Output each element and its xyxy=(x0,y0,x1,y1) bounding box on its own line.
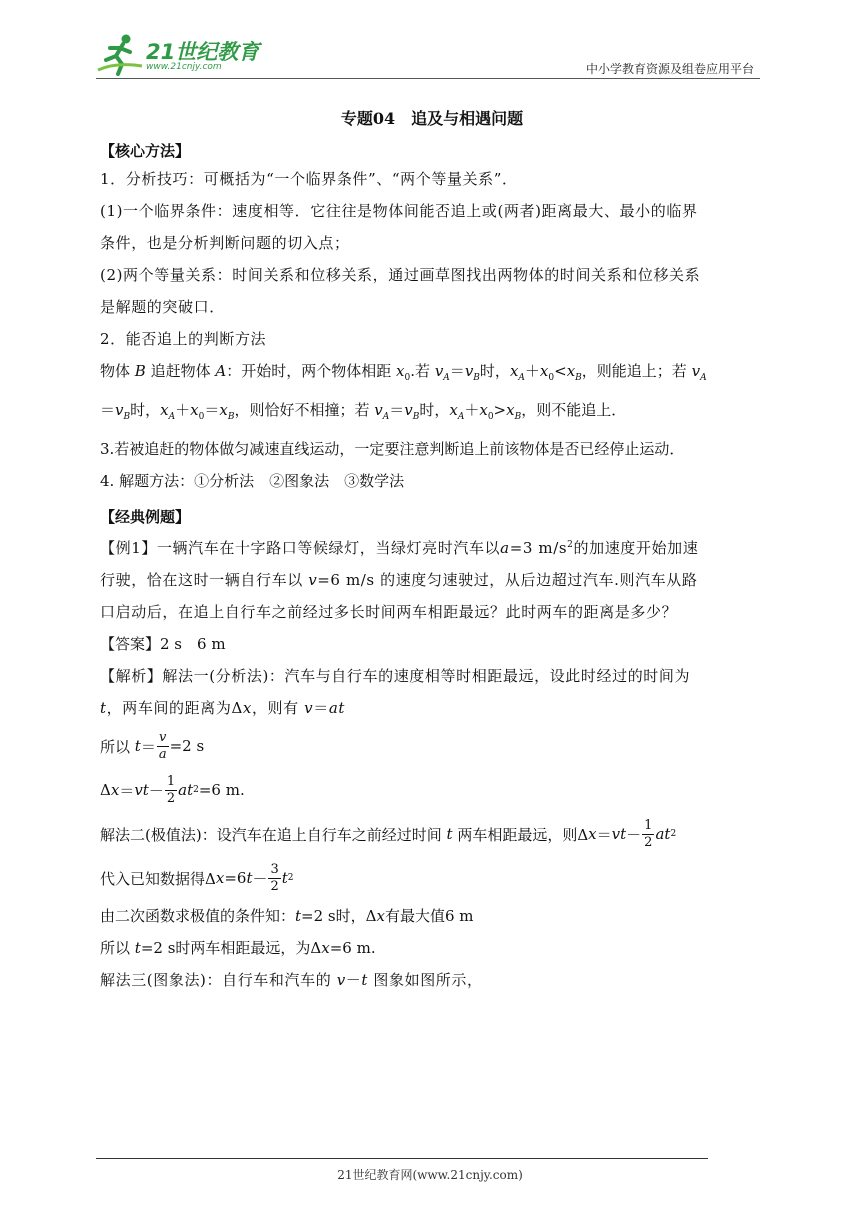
logo-text: 21世纪教育 xyxy=(146,40,260,64)
title-number: 专题04 xyxy=(340,109,396,128)
solution-line-8: 所以 t=2 s时两车相距最远，为Δx=6 m. xyxy=(100,939,376,957)
core-line-1: 1．分析技巧：可概括为“一个临界条件”、“两个等量关系”． xyxy=(100,170,518,188)
page-title xyxy=(100,106,764,129)
core-line-9: 3.若被追赶的物体做匀减速直线运动，一定要注意判断追上前该物体是否已经停止运动． xyxy=(100,440,685,458)
solution-line-4: Δ x ＝ vt － $\frac{1}{2}$ at 2 =6 m. xyxy=(100,773,245,806)
logo-url: www.21cnjy.com xyxy=(146,62,222,72)
solution-line-2: t，两车间的距离为Δx，则有 v＝at xyxy=(100,699,345,717)
solution-line-5: 解法二(极值法)：设汽车在追上自行车之前经过时间 t 两车相距最远，则Δ x ＝ vt － $\frac{1}{2}$ at 2 xyxy=(100,817,677,850)
footer-divider xyxy=(96,1158,708,1159)
page-header xyxy=(96,30,760,80)
core-line-6: 2．能否追上的判断方法 xyxy=(100,330,267,348)
core-line-8: $=v_B$时，$x_A+x_0=x_B$，则恰好不相撞；若 $v_A=v_B$时，$x_A+x_0>x_B$，则不能追上． xyxy=(100,401,627,422)
solution-line-6: 代入已知数据得Δ x =6 t － $\frac{3}{2}$ t 2 xyxy=(100,861,294,894)
core-line-5: 是解题的突破口． xyxy=(100,298,225,316)
example-line-1: 【例1】一辆汽车在十字路口等候绿灯，当绿灯亮时汽车以a=3 $m/s^2$的加速度开始加速 xyxy=(100,539,699,557)
logo xyxy=(96,30,266,78)
platform-name: 中小学教育资源及组卷应用平台 xyxy=(585,62,754,76)
core-line-3: 条件，也是分析判断问题的切入点； xyxy=(100,234,350,252)
example-heading: 【经典例题】 xyxy=(100,508,191,526)
core-heading: 【核心方法】 xyxy=(100,142,191,160)
core-line-2: (1)一个临界条件：速度相等．它往往是物体间能否追上或(两者)距离最大、最小的临界 xyxy=(100,202,698,220)
page-footer: 21世纪教育网(www.21cnjy.com) xyxy=(337,1168,523,1182)
answer-line: 【答案】2 s 6 m xyxy=(100,635,226,653)
core-line-7: 物体 B 追赶物体 A：开始时，两个物体相距 $x_0$.若 $v_A=v_B$时，$x_A+x_0<x_B$，则能追上；若 $v_A$ xyxy=(100,362,707,383)
header-divider xyxy=(96,78,760,79)
example-line-2: 行驶，恰在这时一辆自行车以 v=6 m/s 的速度匀速驶过，从后边超过汽车.则汽车从路 xyxy=(100,571,698,589)
solution-line-9: 解法三(图象法)：自行车和汽车的 v－t 图象如图所示， xyxy=(100,971,483,989)
title-text: 追及与相遇问题 xyxy=(411,109,524,128)
runner-logo-icon xyxy=(96,32,144,76)
core-line-4: (2)两个等量关系：时间关系和位移关系，通过画草图找出两物体的时间关系和位移关系 xyxy=(100,266,701,284)
document-body xyxy=(100,106,764,996)
example-line-3: 口启动后，在追上自行车之前经过多长时间两车相距最远？此时两车的距离是多少？ xyxy=(100,603,678,621)
core-line-10: 4. 解题方法：①分析法 ②图象法 ③数学法 xyxy=(100,472,405,490)
solution-line-3: 所以 t ＝ $\frac{v}{a}$ =2 s xyxy=(100,729,205,762)
solution-line-7: 由二次函数求极值的条件知：t=2 s时，Δx有最大值6 m xyxy=(100,907,474,925)
solution-line-1: 【解析】解法一(分析法)：汽车与自行车的速度相等时相距最远，设此时经过的时间为 xyxy=(100,667,691,685)
